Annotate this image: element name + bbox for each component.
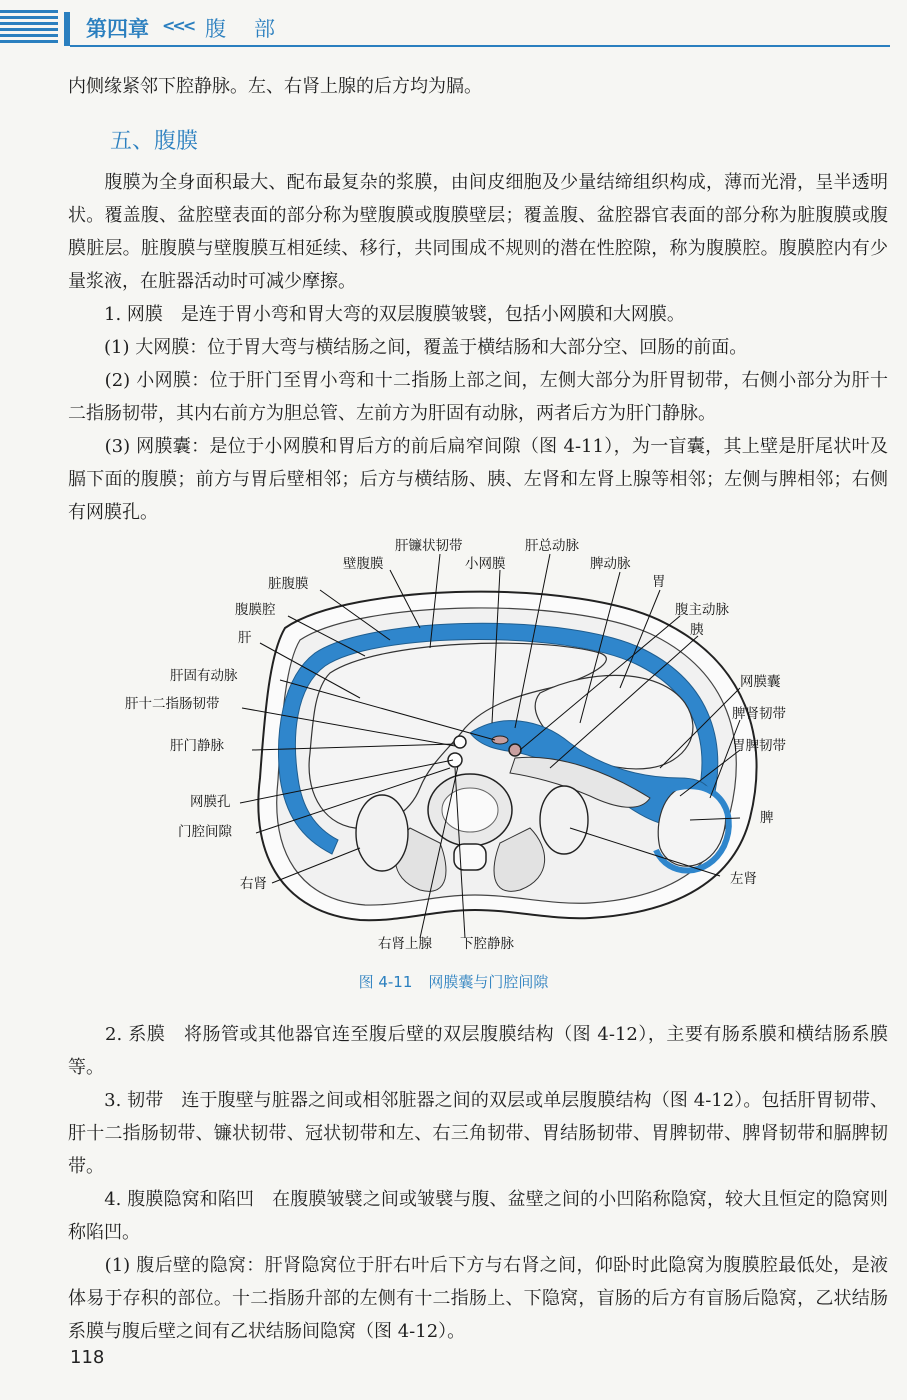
paragraph: (1) 大网膜：位于胃大弯与横结肠之间，覆盖于横结肠和大部分空、回肠的前面。: [68, 337, 748, 358]
paragraph: (3) 网膜囊：是位于小网膜和胃后方的前后扁窄间隙（图 4-11），为一盲囊，其上壁是肝尾状叶及膈下面的腹膜；前方与胃后壁相邻；后方与横结肠、胰、左肾和左肾上腺等相邻；左侧与脾相邻；右侧有网膜孔。: [68, 436, 888, 523]
label-falciform: 肝镰状韧带: [395, 538, 463, 554]
portal-vein-vessel: [454, 736, 466, 748]
figure-omental-bursa: [120, 528, 810, 968]
aorta-vessel: [509, 744, 521, 756]
paragraph: 4. 腹膜隐窝和陷凹 在腹膜皱襞之间或皱襞与腹、盆壁之间的小凹陷称隐窝，较大且恒定的隐窝则称陷凹。: [68, 1189, 888, 1243]
label-gastrosplenic: 胃脾韧带: [732, 738, 786, 754]
label-proper-hepatic: 肝固有动脉: [170, 668, 238, 684]
chapter-label: 第四章: [86, 17, 149, 41]
right-kidney-shape: [356, 795, 408, 871]
label-common-hepatic: 肝总动脉: [525, 538, 579, 554]
label-aorta: 腹主动脉: [675, 602, 729, 618]
label-portal-vein: 肝门静脉: [170, 738, 224, 754]
label-ivc: 下腔静脉: [460, 936, 514, 952]
chevrons-icon: <<<: [162, 16, 194, 35]
label-stomach: 胃: [652, 574, 666, 590]
caption-title: 网膜囊与门腔间隙: [428, 973, 549, 991]
intro-paragraph: [68, 70, 888, 103]
label-portocaval: 门腔间隙: [178, 824, 232, 840]
paragraph: (2) 小网膜：位于肝门至胃小弯和十二指肠上部之间，左侧大部分为肝胃韧带，右侧小部分为肝十二指肠韧带，其内右前方为胆总管、左前方为肝固有动脉，两者后方为肝门静脉。: [68, 370, 888, 424]
label-hepatoduodenal: 肝十二指肠韧带: [125, 696, 220, 712]
figure-caption: [0, 971, 907, 992]
body-text-bottom: [68, 1018, 888, 1348]
paragraph: 1. 网膜 是连于胃小弯和胃大弯的双层腹膜皱襞，包括小网膜和大网膜。: [68, 304, 685, 325]
label-pancreas: 胰: [690, 622, 704, 638]
label-liver: 肝: [238, 630, 252, 646]
label-spleen: 脾: [760, 810, 774, 826]
paragraph: 2. 系膜 将肠管或其他器官连至腹后壁的双层腹膜结构（图 4-12），主要有肠系膜和横结肠系膜等。: [68, 1024, 888, 1078]
vertebra-inner: [442, 788, 498, 832]
paragraph: (1) 腹后壁的隐窝：肝肾隐窝位于肝右叶后下方与右肾之间，仰卧时此隐窝为腹膜腔最低处，是液体易于存积的部位。十二指肠升部的左侧有十二指肠上、下隐窝，盲肠的后方有盲肠后隐窝，乙状结肠系膜与腹后壁之间有乙状结肠间隐窝（图 4-12）。: [68, 1255, 888, 1342]
caption-number: 图 4-11: [358, 973, 413, 991]
page-number: 118: [70, 1347, 105, 1368]
label-right-adrenal: 右肾上腺: [378, 936, 432, 952]
header-stripes: [0, 10, 58, 44]
page-header: [0, 0, 907, 52]
label-visceral: 脏腹膜: [268, 576, 309, 592]
section-heading: 五、腹膜: [110, 129, 199, 154]
section-name: 腹部: [205, 17, 303, 41]
intro-line: 内侧缘紧邻下腔静脉。左、右肾上腺的后方均为膈。: [68, 76, 482, 97]
spinal-canal: [454, 844, 486, 870]
label-left-kidney: 左肾: [730, 871, 757, 887]
paragraph: 腹膜为全身面积最大、配布最复杂的浆膜，由间皮细胞及少量结缔组织构成，薄而光滑，呈半透明状。覆盖腹、盆腔壁表面的部分称为壁腹膜或腹膜壁层；覆盖腹、盆腔器官表面的部分称为脏腹膜或腹膜脏层。脏腹膜与壁腹膜互相延续、移行，共同围成不规则的潜在性腔隙，称为腹膜腔。腹膜腔内有少量浆液，在脏器活动时可减少摩擦。: [68, 172, 888, 292]
label-parietal: 壁腹膜: [343, 556, 384, 572]
header-bar: [64, 12, 70, 46]
left-kidney-shape: [540, 786, 588, 854]
label-omental-bursa: 网膜囊: [740, 674, 781, 690]
label-splenorenal: 脾肾韧带: [732, 706, 786, 722]
label-omental-foramen: 网膜孔: [190, 794, 231, 810]
label-cavity: 腹膜腔: [235, 602, 276, 618]
label-right-kidney: 右肾: [240, 876, 267, 892]
body-text-top: [68, 166, 888, 529]
label-lesser-omentum: 小网膜: [465, 556, 506, 572]
header-rule: [70, 45, 890, 47]
ivc-vessel: [448, 753, 462, 767]
paragraph: 3. 韧带 连于腹壁与脏器之间或相邻脏器之间的双层或单层腹膜结构（图 4-12）。包括肝胃韧带、肝十二指肠韧带、镰状韧带、冠状韧带和左、右三角韧带、胃结肠韧带、胃脾韧带、脾肾韧带和膈脾韧带。: [68, 1090, 888, 1177]
label-splenic-artery: 脾动脉: [590, 556, 631, 572]
